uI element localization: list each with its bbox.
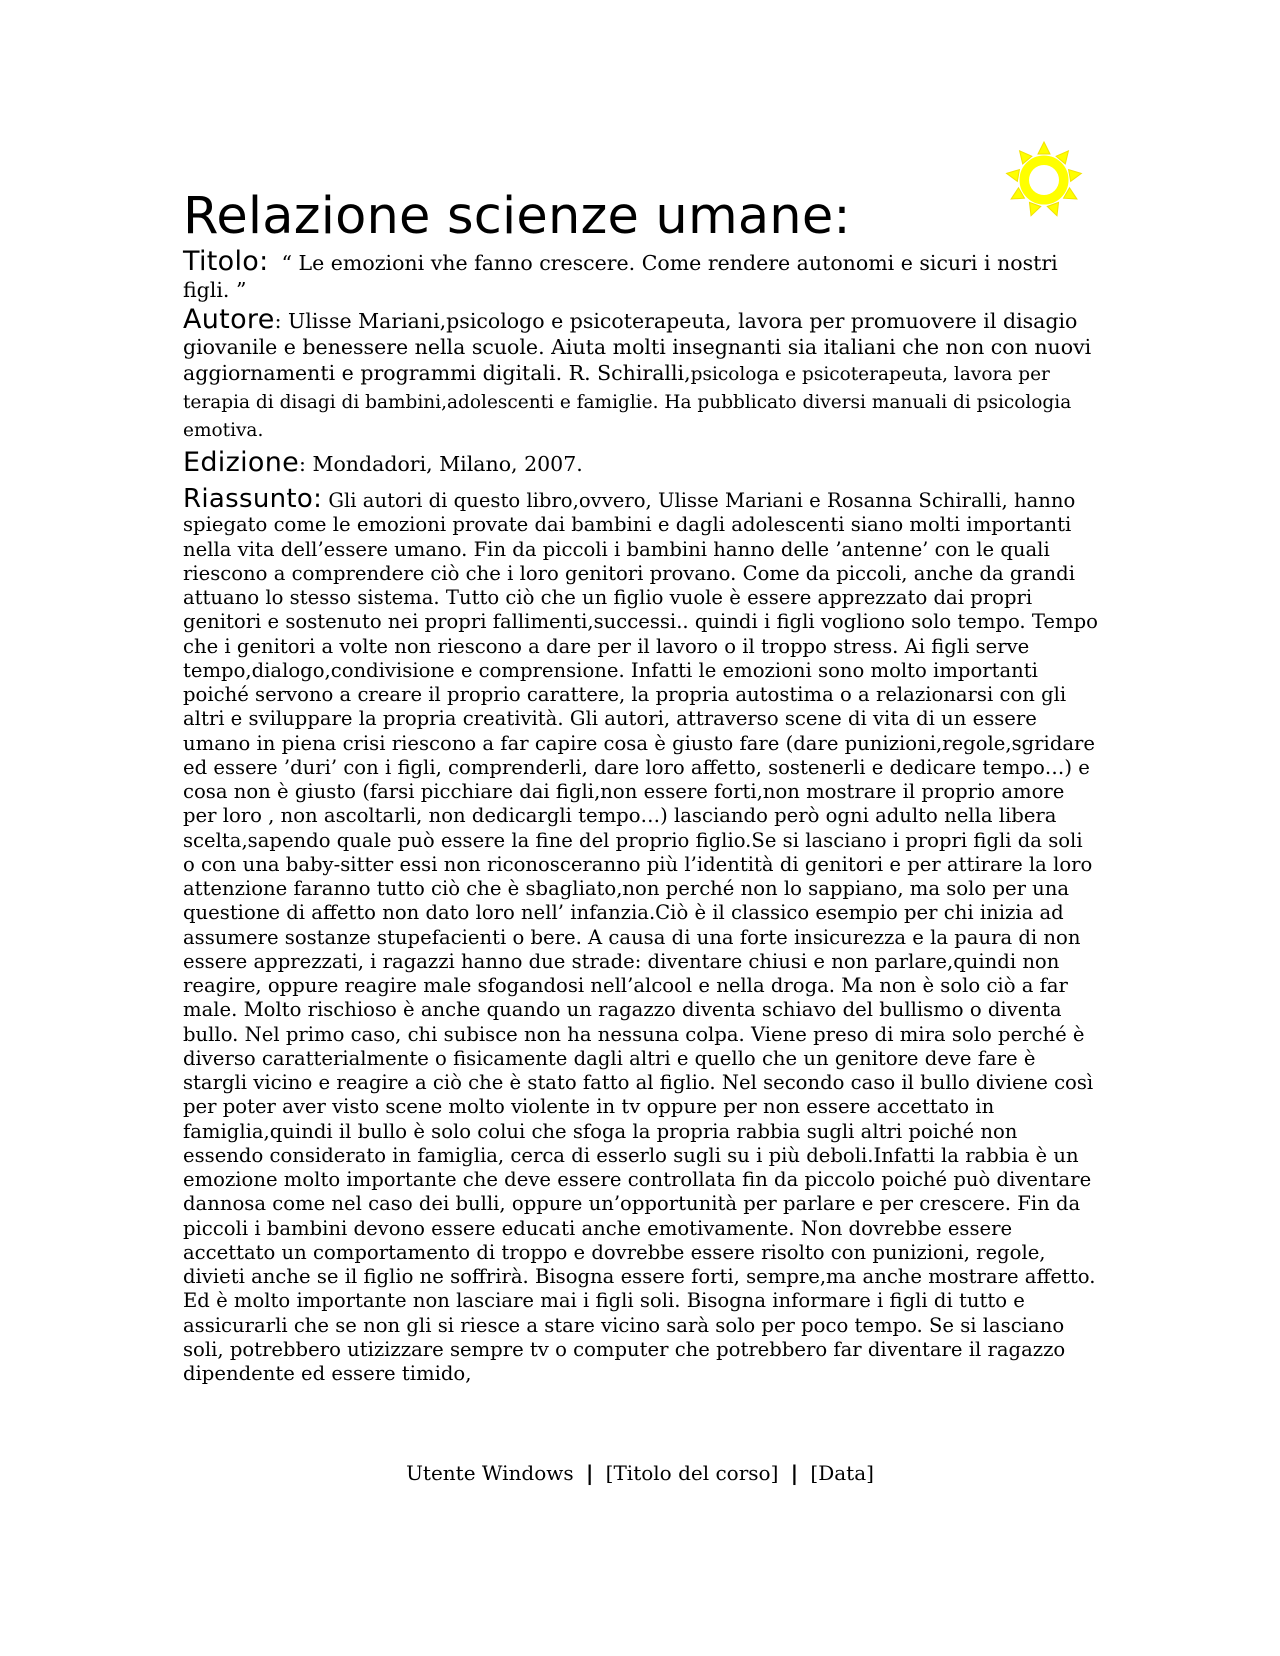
section-titolo xyxy=(183,248,1098,304)
autore-label: Autore xyxy=(183,304,275,335)
autore-text-small: psicologa e psicoterapeuta, lavora per terapia di disagi di bambini,adolescenti e famiglie. Ha pubblicato diversi manuali di psicologia emotiva. xyxy=(183,364,1072,441)
footer-date: [Data] xyxy=(810,1461,874,1485)
riassunto-text: Gli autori di questo libro,ovvero, Ulisse Mariani e Rosanna Schiralli, hanno spiegato come le emozioni provate dai bambini e dagli adolescenti siano molti importanti nella vita dell’essere umano. Fin da piccoli i bambini hanno delle ’antenne’ con le quali riescono a comprendere ciò che i loro genitori provano. Come da piccoli, anche da grandi attuano lo stesso sistema. Tutto ciò che un figlio vuole è essere apprezzato dai propri genitori e sostenuto nei propri fallimenti,successi.. quindi i figli vogliono solo tempo. Tempo che i genitori a volte non riescono a dare per il lavoro o il troppo stress. Ai figli serve tempo,dialogo,condivisione e comprensione. Infatti le emozioni sono molto importanti poiché servono a creare il proprio carattere, la propria autostima o a relazionarsi con gli altri e sviluppare la propria creatività. Gli autori, attraverso scene di vita di un essere umano in piena crisi riescono a far capire cosa è giusto fare (dare punizioni,regole,sgridare ed essere ’duri’ con i figli, comprenderli, dare loro affetto, sostenerli e dedicare tempo…) e cosa non è giusto (farsi picchiare dai figli,non essere forti,non mostrare il proprio amore per loro , non ascoltarli, non dedicargli tempo…) lasciando però ogni adulto nella libera scelta,sapendo quale può essere la fine del proprio figlio.Se si lasciano i propri figli da soli o con una baby-sitter essi non riconosceranno più l’identità di genitori e per attirare la loro attenzione faranno tutto ciò che è sbagliato,non perché non lo sappiano, ma solo per una questione di affetto non dato loro nell’ infanzia.Ciò è il classico esempio per chi inizia ad assumere sostanze stupefacienti o bere. A causa di una forte insicurezza e la paura di non essere apprezzati, i ragazzi hanno due strade: diventare chiusi e non parlare,quindi non reagire, oppure reagire male sfogandosi nell’alcool e nella droga. Ma non è solo ciò a far male. Molto rischioso è anche quando un ragazzo diventa schiavo del bullismo o diventa bullo. Nel primo caso, chi subisce non ha nessuna colpa. Viene preso di mira solo perché è diverso caratterialmente o fisicamente dagli altri e quello che un genitore deve fare è stargli vicino e reagire a ciò che è stato fatto al figlio. Nel secondo caso il bullo diviene così per poter aver visto scene molto violente in tv oppure per non essere accettato in famiglia,quindi il bullo è solo colui che sfoga la propria rabbia sugli altri poiché non essendo considerato in famiglia, cerca di esserlo sugli su i più deboli.Infatti la rabbia è un emozione molto importante che deve essere controllata fin da piccolo poiché può diventare dannosa come nel caso dei bulli, oppure un’opportunità per parlare e per crescere. Fin da piccoli i bambini devono essere educati anche emotivamente. Non dovrebbe essere accettato un comportamento di troppo e dovrebbe essere risolto con punizioni, regole, divieti anche se il figlio ne soffrirà. Bisogna essere forti, sempre,ma anche mostrare affetto. Ed è molto importante non lasciare mai i figli soli. Bisogna informare i figli di tutto e assicurarli che se non gli si riesce a stare vicino sarà solo per poco tempo. Se si lasciano soli, potrebbero utizizzare sempre tv o computer che potrebbero far diventare il ragazzo dipendente ed essere timido, xyxy=(183,489,1098,1385)
autore-text: : Ulisse Mariani,psicologo e psicoterapeuta, lavora per promuovere il disagio giovanile e benessere nella scuole. Aiuta molti insegnanti sia italiani che non con nuovi aggiornamenti e programmi digitali. R. Schiralli, xyxy=(183,309,1092,385)
document-body xyxy=(183,186,1098,1386)
section-riassunto xyxy=(183,484,1098,1386)
section-autore xyxy=(183,304,1098,444)
riassunto-label: Riassunto: xyxy=(183,484,323,514)
edizione-text: : Mondadori, Milano, 2007. xyxy=(299,452,583,476)
page-footer xyxy=(0,1460,1280,1486)
section-edizione xyxy=(183,448,1098,479)
footer-author: Utente Windows xyxy=(406,1461,574,1485)
edizione-label: Edizione xyxy=(183,447,300,478)
footer-separator: | xyxy=(790,1461,799,1485)
document-title: Relazione scienze umane: xyxy=(183,187,851,246)
titolo-label: Titolo: xyxy=(183,246,269,277)
footer-separator: | xyxy=(585,1461,594,1485)
titolo-text: “ Le emozioni vhe fanno crescere. Come rendere autonomi e sicuri i nostri figli. ” xyxy=(183,251,1058,302)
footer-course: [Titolo del corso] xyxy=(605,1461,779,1485)
